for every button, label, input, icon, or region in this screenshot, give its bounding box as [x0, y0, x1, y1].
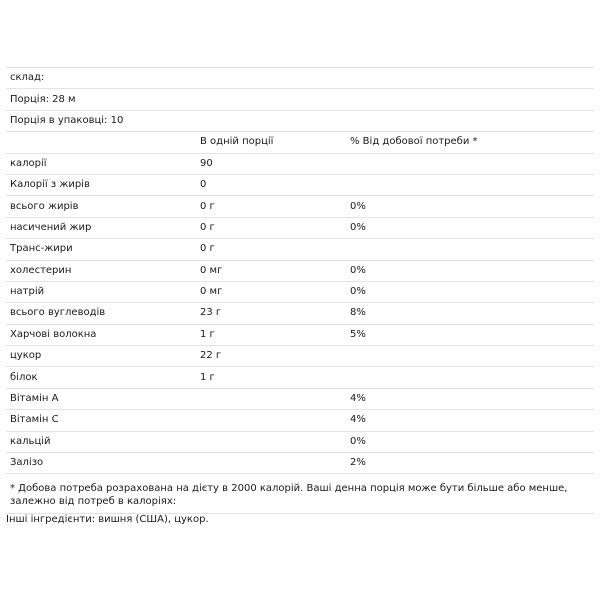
servings-per-container-row	[6, 110, 594, 131]
nutrient-name: насичений жир	[6, 217, 196, 238]
nutrient-daily-value	[346, 346, 594, 367]
nutrient-row-saturated-fat	[6, 217, 594, 238]
nutrient-daily-value: 0%	[346, 281, 594, 302]
nutrient-daily-value: 0%	[346, 260, 594, 281]
nutrient-name: всього жирів	[6, 196, 196, 217]
nutrient-amount	[196, 388, 346, 409]
nutrient-row-dietary-fiber	[6, 324, 594, 345]
nutrient-row-total-carbohydrate	[6, 303, 594, 324]
nutrient-amount: 90	[196, 153, 346, 174]
nutrient-name: натрій	[6, 281, 196, 302]
nutrient-daily-value	[346, 174, 594, 195]
nutrient-name: цукор	[6, 346, 196, 367]
column-header-daily-value: % Від добової потреби *	[346, 132, 594, 153]
nutrient-name: білок	[6, 367, 196, 388]
nutrient-row-sodium	[6, 281, 594, 302]
nutrient-name: всього вуглеводів	[6, 303, 196, 324]
column-header-row	[6, 132, 594, 153]
nutrient-daily-value: 0%	[346, 217, 594, 238]
nutrient-amount: 0 мг	[196, 260, 346, 281]
nutrient-name: Харчові волокна	[6, 324, 196, 345]
column-header-per-serving: В одній порції	[196, 132, 346, 153]
nutrient-daily-value: 4%	[346, 388, 594, 409]
column-header-blank	[6, 132, 196, 153]
nutrient-row-total-fat	[6, 196, 594, 217]
nutrient-daily-value	[346, 367, 594, 388]
footnote-row	[6, 474, 594, 514]
serving-size-label: Порція: 28 м	[6, 89, 594, 110]
nutrient-row-calories-from-fat	[6, 174, 594, 195]
nutrient-daily-value: 0%	[346, 431, 594, 452]
nutrient-daily-value	[346, 153, 594, 174]
nutrient-amount: 1 г	[196, 324, 346, 345]
nutrient-row-vitamin-c	[6, 410, 594, 431]
nutrient-row-iron	[6, 453, 594, 474]
nutrient-amount: 0 г	[196, 196, 346, 217]
nutrient-daily-value: 0%	[346, 196, 594, 217]
nutrient-amount: 23 г	[196, 303, 346, 324]
nutrient-daily-value	[346, 239, 594, 260]
ingredients-text: Інші інгредієнти: вишня (США), цукор.	[6, 514, 209, 525]
nutrient-amount: 0 г	[196, 239, 346, 260]
composition-row	[6, 68, 594, 89]
nutrient-name: кальцій	[6, 431, 196, 452]
nutrient-amount	[196, 453, 346, 474]
nutrient-row-sugar	[6, 346, 594, 367]
nutrient-row-cholesterol	[6, 260, 594, 281]
nutrient-row-protein	[6, 367, 594, 388]
nutrient-name: Калорії з жирів	[6, 174, 196, 195]
nutrient-name: Транс-жири	[6, 239, 196, 260]
nutrient-amount: 0	[196, 174, 346, 195]
nutrient-amount: 0 мг	[196, 281, 346, 302]
nutrition-table	[6, 67, 594, 514]
nutrient-daily-value: 5%	[346, 324, 594, 345]
nutrient-daily-value: 8%	[346, 303, 594, 324]
nutrient-amount	[196, 410, 346, 431]
nutrient-name: Залізо	[6, 453, 196, 474]
nutrient-row-calcium	[6, 431, 594, 452]
nutrient-row-trans-fat	[6, 239, 594, 260]
serving-size-row	[6, 89, 594, 110]
nutrient-daily-value: 4%	[346, 410, 594, 431]
nutrient-name: Вітамін А	[6, 388, 196, 409]
nutrient-row-calories	[6, 153, 594, 174]
nutrient-amount	[196, 431, 346, 452]
nutrient-row-vitamin-a	[6, 388, 594, 409]
nutrient-amount: 0 г	[196, 217, 346, 238]
nutrient-name: Вітамін С	[6, 410, 196, 431]
nutrient-amount: 22 г	[196, 346, 346, 367]
nutrient-name: холестерин	[6, 260, 196, 281]
servings-per-container-label: Порція в упаковці: 10	[6, 110, 594, 131]
nutrient-amount: 1 г	[196, 367, 346, 388]
nutrient-daily-value: 2%	[346, 453, 594, 474]
daily-value-footnote: * Добова потреба розрахована на дієту в 2000 калорій. Ваші денна порція може бути більше або менше, залежно від потреб в калоріях:	[6, 474, 594, 514]
composition-label: склад:	[6, 68, 594, 89]
nutrient-name: калорії	[6, 153, 196, 174]
